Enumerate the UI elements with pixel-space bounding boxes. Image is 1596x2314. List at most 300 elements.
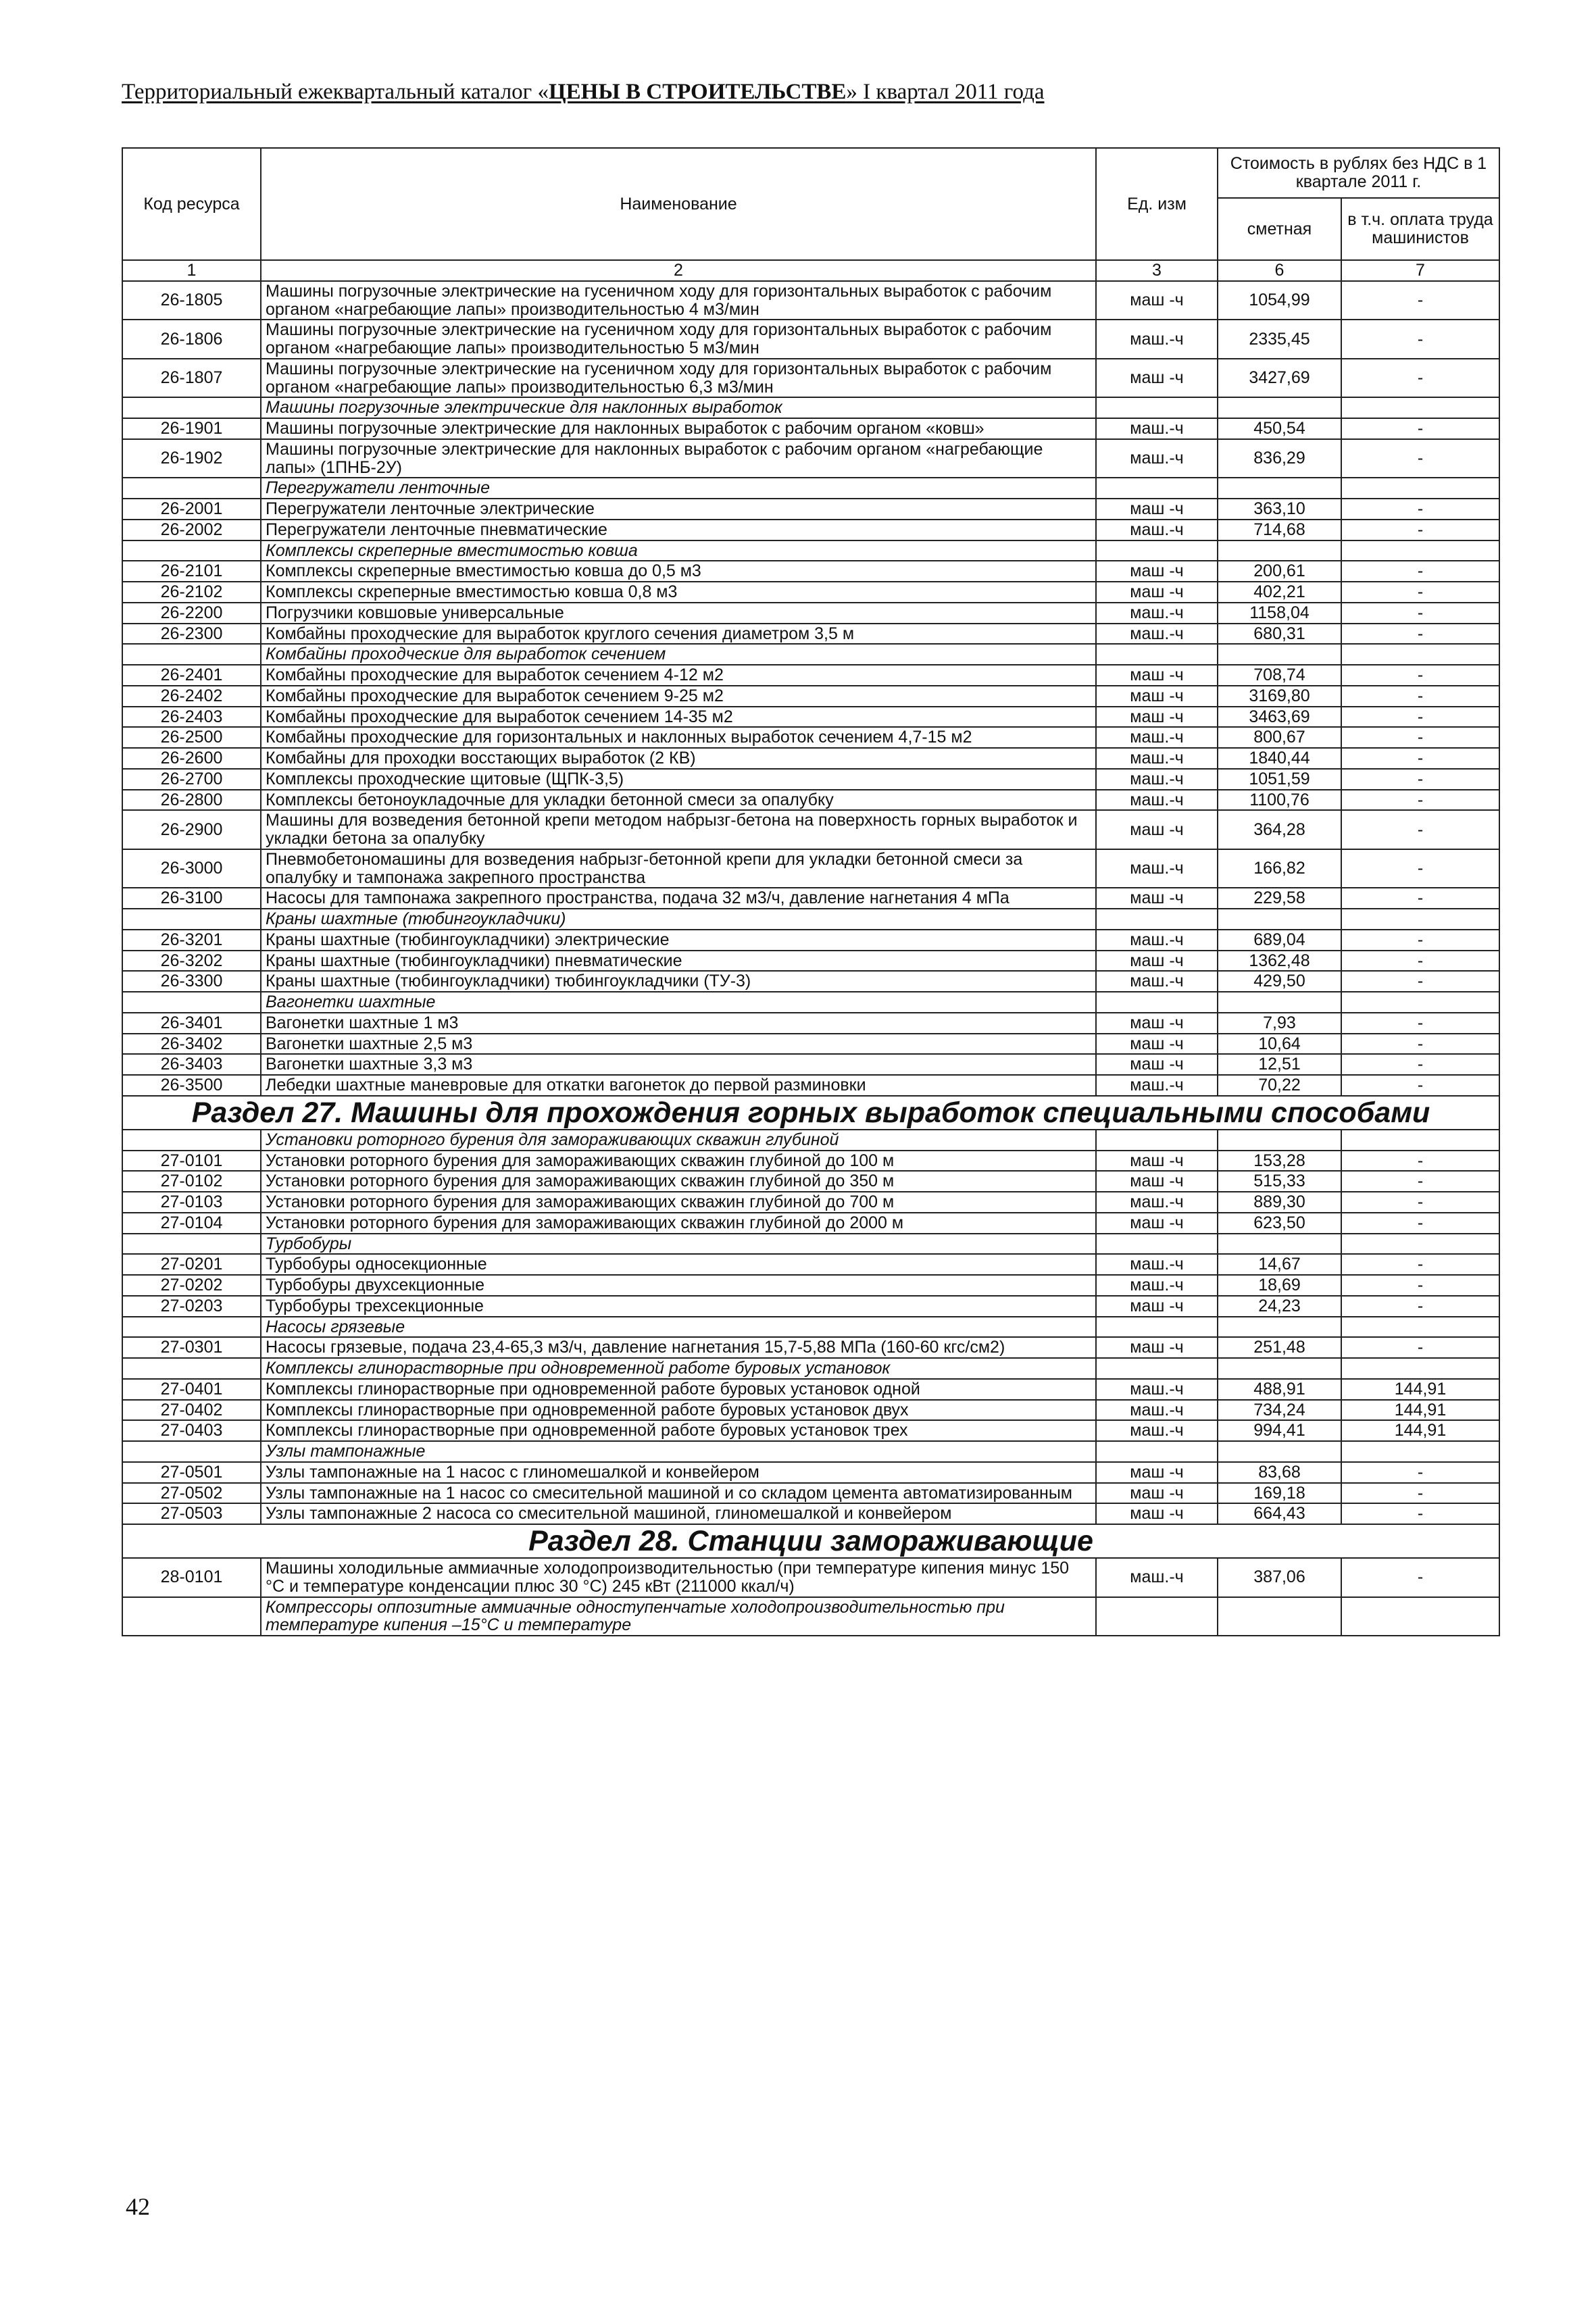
resource-code: 26-2500 bbox=[122, 727, 261, 748]
resource-code: 27-0402 bbox=[122, 1400, 261, 1421]
resource-name: Насосы грязевые, подача 23,4-65,3 м3/ч, давление нагнетания 15,7-5,88 МПа (160-60 кгс/см2) bbox=[261, 1337, 1096, 1358]
page-number: 42 bbox=[126, 2193, 150, 2220]
group-title: Комплексы глинорастворные при одновременной работе буровых установок bbox=[261, 1358, 1096, 1379]
pay-cell bbox=[1341, 992, 1499, 1013]
group-heading-row bbox=[122, 1358, 1499, 1379]
resource-name: Перегружатели ленточные пневматические bbox=[261, 520, 1096, 540]
unit-of-measure: маш.-ч bbox=[1096, 1558, 1218, 1597]
col-number: 6 bbox=[1218, 260, 1341, 281]
estimate-price: 1054,99 bbox=[1218, 281, 1341, 320]
group-heading-row bbox=[122, 397, 1499, 418]
group-title: Узлы тампонажные bbox=[261, 1441, 1096, 1462]
estimate-cell bbox=[1218, 1441, 1341, 1462]
group-heading-row bbox=[122, 644, 1499, 665]
resource-name: Узлы тампонажные на 1 насос с глиномешалкой и конвейером bbox=[261, 1462, 1096, 1483]
unit-of-measure: маш -ч bbox=[1096, 1054, 1218, 1075]
operator-pay: - bbox=[1341, 1254, 1499, 1275]
resource-code: 26-2402 bbox=[122, 686, 261, 707]
pay-cell bbox=[1341, 644, 1499, 665]
unit-of-measure: маш -ч bbox=[1096, 561, 1218, 582]
estimate-price: 3169,80 bbox=[1218, 686, 1341, 707]
unit-cell bbox=[1096, 1130, 1218, 1151]
table-row bbox=[122, 1337, 1499, 1358]
unit-of-measure: маш.-ч bbox=[1096, 624, 1218, 645]
estimate-price: 689,04 bbox=[1218, 930, 1341, 951]
section-title: Раздел 27. Машины для прохождения горных выработок специальными способами bbox=[122, 1096, 1499, 1130]
group-heading-row bbox=[122, 1130, 1499, 1151]
table-row bbox=[122, 1483, 1499, 1504]
code-cell bbox=[122, 478, 261, 499]
col-cost-header: Стоимость в рублях без НДС в 1 квартале 2011 г. bbox=[1218, 148, 1499, 198]
pay-cell bbox=[1341, 909, 1499, 930]
resource-code: 26-2300 bbox=[122, 624, 261, 645]
operator-pay: - bbox=[1341, 1054, 1499, 1075]
pay-cell bbox=[1341, 1234, 1499, 1255]
resource-code: 26-3401 bbox=[122, 1013, 261, 1034]
operator-pay: - bbox=[1341, 727, 1499, 748]
group-title: Насосы грязевые bbox=[261, 1317, 1096, 1338]
page-header: Территориальный ежеквартальный каталог «ЦЕНЫ В СТРОИТЕЛЬСТВЕ» I квартал 2011 года bbox=[122, 80, 1045, 104]
estimate-price: 70,22 bbox=[1218, 1075, 1341, 1096]
table-row bbox=[122, 1462, 1499, 1483]
estimate-price: 429,50 bbox=[1218, 971, 1341, 992]
table-row bbox=[122, 1075, 1499, 1096]
resource-name: Турбобуры односекционные bbox=[261, 1254, 1096, 1275]
operator-pay: - bbox=[1341, 665, 1499, 686]
operator-pay: - bbox=[1341, 439, 1499, 478]
resource-name: Установки роторного бурения для замораживающих скважин глубиной до 350 м bbox=[261, 1171, 1096, 1192]
resource-name: Машины погрузочные электрические на гусеничном ходу для горизонтальных выработок с рабочим органом «нагребающие лапы» производительностью 4 м3/мин bbox=[261, 281, 1096, 320]
resource-name: Установки роторного бурения для замораживающих скважин глубиной до 700 м bbox=[261, 1192, 1096, 1213]
table-row bbox=[122, 520, 1499, 540]
estimate-cell bbox=[1218, 478, 1341, 499]
code-cell bbox=[122, 1597, 261, 1636]
resource-code: 26-1807 bbox=[122, 359, 261, 398]
table-row bbox=[122, 561, 1499, 582]
group-heading-row bbox=[122, 909, 1499, 930]
unit-of-measure: маш -ч bbox=[1096, 1503, 1218, 1524]
table-row bbox=[122, 1171, 1499, 1192]
resource-name: Вагонетки шахтные 2,5 м3 bbox=[261, 1034, 1096, 1055]
unit-cell bbox=[1096, 540, 1218, 561]
table-row bbox=[122, 727, 1499, 748]
unit-of-measure: маш -ч bbox=[1096, 1296, 1218, 1317]
table-row bbox=[122, 1192, 1499, 1213]
estimate-price: 515,33 bbox=[1218, 1171, 1341, 1192]
unit-of-measure: маш.-ч bbox=[1096, 769, 1218, 790]
operator-pay: 144,91 bbox=[1341, 1400, 1499, 1421]
estimate-cell bbox=[1218, 1234, 1341, 1255]
unit-of-measure: маш.-ч bbox=[1096, 1420, 1218, 1441]
col-code-header: Код ресурса bbox=[122, 148, 261, 260]
resource-name: Погрузчики ковшовые универсальные bbox=[261, 603, 1096, 624]
resource-name: Машины погрузочные электрические на гусеничном ходу для горизонтальных выработок с рабочим органом «нагребающие лапы» производительностью 6,3 м3/мин bbox=[261, 359, 1096, 398]
unit-cell bbox=[1096, 1234, 1218, 1255]
resource-code: 26-3500 bbox=[122, 1075, 261, 1096]
price-table bbox=[122, 147, 1500, 1636]
estimate-price: 7,93 bbox=[1218, 1013, 1341, 1034]
resource-name: Турбобуры трехсекционные bbox=[261, 1296, 1096, 1317]
table-row bbox=[122, 582, 1499, 603]
resource-code: 27-0103 bbox=[122, 1192, 261, 1213]
code-cell bbox=[122, 1234, 261, 1255]
operator-pay: - bbox=[1341, 1171, 1499, 1192]
resource-code: 26-2401 bbox=[122, 665, 261, 686]
resource-name: Комбайны проходческие для горизонтальных и наклонных выработок сечением 4,7-15 м2 bbox=[261, 727, 1096, 748]
estimate-cell bbox=[1218, 644, 1341, 665]
resource-name: Насосы для тампонажа закрепного пространства, подача 32 м3/ч, давление нагнетания 4 мПа bbox=[261, 888, 1096, 909]
code-cell bbox=[122, 1317, 261, 1338]
resource-name: Комплексы скреперные вместимостью ковша до 0,5 м3 bbox=[261, 561, 1096, 582]
table-row bbox=[122, 1400, 1499, 1421]
unit-of-measure: маш -ч bbox=[1096, 1462, 1218, 1483]
operator-pay: - bbox=[1341, 499, 1499, 520]
unit-of-measure: маш -ч bbox=[1096, 707, 1218, 728]
unit-cell bbox=[1096, 1358, 1218, 1379]
unit-of-measure: маш -ч bbox=[1096, 888, 1218, 909]
group-heading-row bbox=[122, 1234, 1499, 1255]
resource-code: 26-3403 bbox=[122, 1054, 261, 1075]
unit-of-measure: маш.-ч bbox=[1096, 1400, 1218, 1421]
unit-of-measure: маш.-ч bbox=[1096, 849, 1218, 888]
operator-pay: - bbox=[1341, 790, 1499, 811]
unit-of-measure: маш -ч bbox=[1096, 1483, 1218, 1504]
resource-code: 26-2800 bbox=[122, 790, 261, 811]
group-title: Краны шахтные (тюбингоукладчики) bbox=[261, 909, 1096, 930]
operator-pay: - bbox=[1341, 320, 1499, 359]
pay-cell bbox=[1341, 1597, 1499, 1636]
resource-name: Комбайны для проходки восстающих выработок (2 КВ) bbox=[261, 748, 1096, 769]
operator-pay: 144,91 bbox=[1341, 1379, 1499, 1400]
estimate-price: 836,29 bbox=[1218, 439, 1341, 478]
operator-pay: - bbox=[1341, 603, 1499, 624]
unit-of-measure: маш -ч bbox=[1096, 951, 1218, 972]
resource-code: 27-0301 bbox=[122, 1337, 261, 1358]
unit-of-measure: маш -ч bbox=[1096, 359, 1218, 398]
resource-code: 27-0401 bbox=[122, 1379, 261, 1400]
unit-cell bbox=[1096, 1441, 1218, 1462]
table-row bbox=[122, 686, 1499, 707]
estimate-price: 1158,04 bbox=[1218, 603, 1341, 624]
estimate-price: 664,43 bbox=[1218, 1503, 1341, 1524]
estimate-price: 714,68 bbox=[1218, 520, 1341, 540]
unit-of-measure: маш.-ч bbox=[1096, 320, 1218, 359]
table-row bbox=[122, 281, 1499, 320]
resource-name: Комплексы бетоноукладочные для укладки бетонной смеси за опалубку bbox=[261, 790, 1096, 811]
resource-name: Машины для возведения бетонной крепи методом набрызг-бетона на поверхность горных выработок и укладки бетона за опалубку bbox=[261, 810, 1096, 849]
estimate-price: 1051,59 bbox=[1218, 769, 1341, 790]
table-row bbox=[122, 665, 1499, 686]
operator-pay: - bbox=[1341, 810, 1499, 849]
estimate-price: 18,69 bbox=[1218, 1275, 1341, 1296]
unit-of-measure: маш -ч bbox=[1096, 665, 1218, 686]
operator-pay: - bbox=[1341, 520, 1499, 540]
resource-name: Установки роторного бурения для замораживающих скважин глубиной до 2000 м bbox=[261, 1213, 1096, 1234]
operator-pay: - bbox=[1341, 1192, 1499, 1213]
unit-cell bbox=[1096, 478, 1218, 499]
table-row bbox=[122, 707, 1499, 728]
estimate-price: 994,41 bbox=[1218, 1420, 1341, 1441]
col-number: 2 bbox=[261, 260, 1096, 281]
code-cell bbox=[122, 1441, 261, 1462]
code-cell bbox=[122, 397, 261, 418]
estimate-price: 450,54 bbox=[1218, 418, 1341, 439]
table-row bbox=[122, 603, 1499, 624]
unit-cell bbox=[1096, 397, 1218, 418]
table-row bbox=[122, 849, 1499, 888]
operator-pay: - bbox=[1341, 849, 1499, 888]
unit-of-measure: маш -ч bbox=[1096, 582, 1218, 603]
operator-pay: - bbox=[1341, 561, 1499, 582]
unit-cell bbox=[1096, 644, 1218, 665]
operator-pay: - bbox=[1341, 1558, 1499, 1597]
unit-of-measure: маш.-ч bbox=[1096, 439, 1218, 478]
table-row bbox=[122, 1054, 1499, 1075]
operator-pay: - bbox=[1341, 930, 1499, 951]
pay-cell bbox=[1341, 1358, 1499, 1379]
estimate-cell bbox=[1218, 992, 1341, 1013]
resource-name: Комбайны проходческие для выработок сечением 9-25 м2 bbox=[261, 686, 1096, 707]
resource-code: 26-2900 bbox=[122, 810, 261, 849]
group-title: Машины погрузочные электрические для наклонных выработок bbox=[261, 397, 1096, 418]
pay-cell bbox=[1341, 1130, 1499, 1151]
resource-code: 27-0403 bbox=[122, 1420, 261, 1441]
table-row bbox=[122, 1034, 1499, 1055]
group-heading-row bbox=[122, 478, 1499, 499]
unit-of-measure: маш.-ч bbox=[1096, 930, 1218, 951]
resource-code: 27-0104 bbox=[122, 1213, 261, 1234]
resource-code: 26-2001 bbox=[122, 499, 261, 520]
resource-code: 26-2403 bbox=[122, 707, 261, 728]
estimate-price: 889,30 bbox=[1218, 1192, 1341, 1213]
table-row bbox=[122, 1275, 1499, 1296]
operator-pay: - bbox=[1341, 582, 1499, 603]
group-title: Турбобуры bbox=[261, 1234, 1096, 1255]
operator-pay: - bbox=[1341, 359, 1499, 398]
table-row bbox=[122, 359, 1499, 398]
unit-of-measure: маш.-ч bbox=[1096, 971, 1218, 992]
resource-name: Комплексы глинорастворные при одновременной работе буровых установок двух bbox=[261, 1400, 1096, 1421]
resource-code: 26-3000 bbox=[122, 849, 261, 888]
col-estimate-header: сметная bbox=[1218, 198, 1341, 260]
table-row bbox=[122, 790, 1499, 811]
operator-pay: - bbox=[1341, 769, 1499, 790]
resource-name: Комплексы скреперные вместимостью ковша 0,8 м3 bbox=[261, 582, 1096, 603]
estimate-price: 10,64 bbox=[1218, 1034, 1341, 1055]
col-number: 3 bbox=[1096, 260, 1218, 281]
group-heading-row bbox=[122, 992, 1499, 1013]
resource-name: Пневмобетономашины для возведения набрызг-бетонной крепи для укладки бетонной смеси за опалубку и тампонажа закрепного пространства bbox=[261, 849, 1096, 888]
unit-of-measure: маш.-ч bbox=[1096, 727, 1218, 748]
operator-pay: - bbox=[1341, 1503, 1499, 1524]
unit-of-measure: маш -ч bbox=[1096, 810, 1218, 849]
operator-pay: - bbox=[1341, 281, 1499, 320]
table-row bbox=[122, 1013, 1499, 1034]
operator-pay: - bbox=[1341, 1075, 1499, 1096]
section-heading-row bbox=[122, 1096, 1499, 1130]
table-header-row bbox=[122, 148, 1499, 198]
operator-pay: - bbox=[1341, 1151, 1499, 1172]
estimate-price: 153,28 bbox=[1218, 1151, 1341, 1172]
resource-name: Комплексы проходческие щитовые (ЩПК-3,5) bbox=[261, 769, 1096, 790]
operator-pay: - bbox=[1341, 707, 1499, 728]
group-heading-row bbox=[122, 540, 1499, 561]
resource-code: 27-0201 bbox=[122, 1254, 261, 1275]
unit-of-measure: маш.-ч bbox=[1096, 748, 1218, 769]
resource-name: Комплексы глинорастворные при одновременной работе буровых установок одной bbox=[261, 1379, 1096, 1400]
code-cell bbox=[122, 1358, 261, 1379]
resource-name: Машины погрузочные электрические для наклонных выработок с рабочим органом «ковш» bbox=[261, 418, 1096, 439]
estimate-cell bbox=[1218, 1130, 1341, 1151]
col-unit-header: Ед. изм bbox=[1096, 148, 1218, 260]
estimate-price: 488,91 bbox=[1218, 1379, 1341, 1400]
resource-name: Комбайны проходческие для выработок сечением 14-35 м2 bbox=[261, 707, 1096, 728]
operator-pay: - bbox=[1341, 418, 1499, 439]
unit-of-measure: маш.-ч bbox=[1096, 418, 1218, 439]
estimate-price: 1100,76 bbox=[1218, 790, 1341, 811]
resource-name: Комбайны проходческие для выработок сечением 4-12 м2 bbox=[261, 665, 1096, 686]
group-title: Комплексы скреперные вместимостью ковша bbox=[261, 540, 1096, 561]
table-row bbox=[122, 1503, 1499, 1524]
estimate-price: 3427,69 bbox=[1218, 359, 1341, 398]
unit-of-measure: маш.-ч bbox=[1096, 520, 1218, 540]
estimate-price: 24,23 bbox=[1218, 1296, 1341, 1317]
estimate-price: 680,31 bbox=[1218, 624, 1341, 645]
group-heading-row bbox=[122, 1317, 1499, 1338]
resource-code: 26-1902 bbox=[122, 439, 261, 478]
unit-of-measure: маш.-ч bbox=[1096, 1254, 1218, 1275]
unit-of-measure: маш.-ч bbox=[1096, 1379, 1218, 1400]
group-title: Компрессоры оппозитные аммиачные одноступенчатые холодопроизводительностью при температуре кипения –15°С и температуре bbox=[261, 1597, 1096, 1636]
resource-code: 27-0502 bbox=[122, 1483, 261, 1504]
operator-pay: 144,91 bbox=[1341, 1420, 1499, 1441]
operator-pay: - bbox=[1341, 971, 1499, 992]
table-row bbox=[122, 320, 1499, 359]
resource-name: Машины погрузочные электрические на гусеничном ходу для горизонтальных выработок с рабочим органом «нагребающие лапы» производительностью 5 м3/мин bbox=[261, 320, 1096, 359]
estimate-cell bbox=[1218, 397, 1341, 418]
table-row bbox=[122, 971, 1499, 992]
table-row bbox=[122, 1254, 1499, 1275]
table-row bbox=[122, 439, 1499, 478]
unit-cell bbox=[1096, 909, 1218, 930]
resource-name: Лебедки шахтные маневровые для откатки вагонеток до первой разминовки bbox=[261, 1075, 1096, 1096]
col-number: 7 bbox=[1341, 260, 1499, 281]
table-row bbox=[122, 769, 1499, 790]
estimate-price: 1362,48 bbox=[1218, 951, 1341, 972]
resource-code: 26-1805 bbox=[122, 281, 261, 320]
operator-pay: - bbox=[1341, 1337, 1499, 1358]
estimate-price: 14,67 bbox=[1218, 1254, 1341, 1275]
estimate-price: 734,24 bbox=[1218, 1400, 1341, 1421]
estimate-price: 169,18 bbox=[1218, 1483, 1341, 1504]
estimate-price: 12,51 bbox=[1218, 1054, 1341, 1075]
code-cell bbox=[122, 992, 261, 1013]
resource-code: 27-0503 bbox=[122, 1503, 261, 1524]
unit-of-measure: маш -ч bbox=[1096, 686, 1218, 707]
estimate-cell bbox=[1218, 540, 1341, 561]
resource-code: 26-1901 bbox=[122, 418, 261, 439]
resource-code: 27-0202 bbox=[122, 1275, 261, 1296]
group-title: Комбайны проходческие для выработок сечением bbox=[261, 644, 1096, 665]
table-row bbox=[122, 624, 1499, 645]
estimate-price: 3463,69 bbox=[1218, 707, 1341, 728]
table-row bbox=[122, 748, 1499, 769]
resource-name: Комплексы глинорастворные при одновременной работе буровых установок трех bbox=[261, 1420, 1096, 1441]
unit-of-measure: маш.-ч bbox=[1096, 1075, 1218, 1096]
resource-code: 26-2002 bbox=[122, 520, 261, 540]
operator-pay: - bbox=[1341, 888, 1499, 909]
unit-of-measure: маш -ч bbox=[1096, 1151, 1218, 1172]
table-row bbox=[122, 810, 1499, 849]
unit-cell bbox=[1096, 1597, 1218, 1636]
resource-name: Перегружатели ленточные электрические bbox=[261, 499, 1096, 520]
estimate-price: 364,28 bbox=[1218, 810, 1341, 849]
resource-name: Вагонетки шахтные 3,3 м3 bbox=[261, 1054, 1096, 1075]
estimate-price: 800,67 bbox=[1218, 727, 1341, 748]
table-row bbox=[122, 1151, 1499, 1172]
operator-pay: - bbox=[1341, 1013, 1499, 1034]
resource-code: 27-0501 bbox=[122, 1462, 261, 1483]
group-title: Установки роторного бурения для замораживающих скважин глубиной bbox=[261, 1130, 1096, 1151]
unit-of-measure: маш.-ч bbox=[1096, 790, 1218, 811]
resource-code: 26-3100 bbox=[122, 888, 261, 909]
code-cell bbox=[122, 1130, 261, 1151]
pay-cell bbox=[1341, 478, 1499, 499]
table-row bbox=[122, 1420, 1499, 1441]
estimate-price: 402,21 bbox=[1218, 582, 1341, 603]
operator-pay: - bbox=[1341, 951, 1499, 972]
estimate-price: 363,10 bbox=[1218, 499, 1341, 520]
resource-name: Узлы тампонажные на 1 насос со смесительной машиной и со складом цемента автоматизированным bbox=[261, 1483, 1096, 1504]
col-pay-header: в т.ч. оплата труда машинистов bbox=[1341, 198, 1499, 260]
resource-code: 26-2700 bbox=[122, 769, 261, 790]
table-row bbox=[122, 418, 1499, 439]
code-cell bbox=[122, 644, 261, 665]
unit-of-measure: маш -ч bbox=[1096, 1213, 1218, 1234]
unit-of-measure: маш -ч bbox=[1096, 1171, 1218, 1192]
estimate-price: 83,68 bbox=[1218, 1462, 1341, 1483]
estimate-price: 200,61 bbox=[1218, 561, 1341, 582]
pay-cell bbox=[1341, 397, 1499, 418]
operator-pay: - bbox=[1341, 1462, 1499, 1483]
unit-of-measure: маш -ч bbox=[1096, 1013, 1218, 1034]
col-name-header: Наименование bbox=[261, 148, 1096, 260]
resource-name: Краны шахтные (тюбингоукладчики) тюбингоукладчики (ТУ-3) bbox=[261, 971, 1096, 992]
estimate-price: 251,48 bbox=[1218, 1337, 1341, 1358]
resource-code: 27-0102 bbox=[122, 1171, 261, 1192]
resource-name: Машины холодильные аммиачные холодопроизводительностью (при температуре кипения минус 150 °С и температуре конденсации плюс 30 °С) 245 кВт (211000 ккал/ч) bbox=[261, 1558, 1096, 1597]
code-cell bbox=[122, 540, 261, 561]
unit-cell bbox=[1096, 1317, 1218, 1338]
resource-code: 26-2102 bbox=[122, 582, 261, 603]
resource-name: Краны шахтные (тюбингоукладчики) пневматические bbox=[261, 951, 1096, 972]
resource-code: 26-3300 bbox=[122, 971, 261, 992]
operator-pay: - bbox=[1341, 748, 1499, 769]
resource-code: 26-3202 bbox=[122, 951, 261, 972]
resource-name: Турбобуры двухсекционные bbox=[261, 1275, 1096, 1296]
table-row bbox=[122, 499, 1499, 520]
resource-code: 26-2600 bbox=[122, 748, 261, 769]
operator-pay: - bbox=[1341, 624, 1499, 645]
group-title: Вагонетки шахтные bbox=[261, 992, 1096, 1013]
resource-name: Машины погрузочные электрические для наклонных выработок с рабочим органом «нагребающие лапы» (1ПНБ-2У) bbox=[261, 439, 1096, 478]
resource-code: 26-3201 bbox=[122, 930, 261, 951]
group-title: Перегружатели ленточные bbox=[261, 478, 1096, 499]
resource-code: 26-2101 bbox=[122, 561, 261, 582]
estimate-price: 387,06 bbox=[1218, 1558, 1341, 1597]
unit-of-measure: маш.-ч bbox=[1096, 603, 1218, 624]
resource-name: Вагонетки шахтные 1 м3 bbox=[261, 1013, 1096, 1034]
